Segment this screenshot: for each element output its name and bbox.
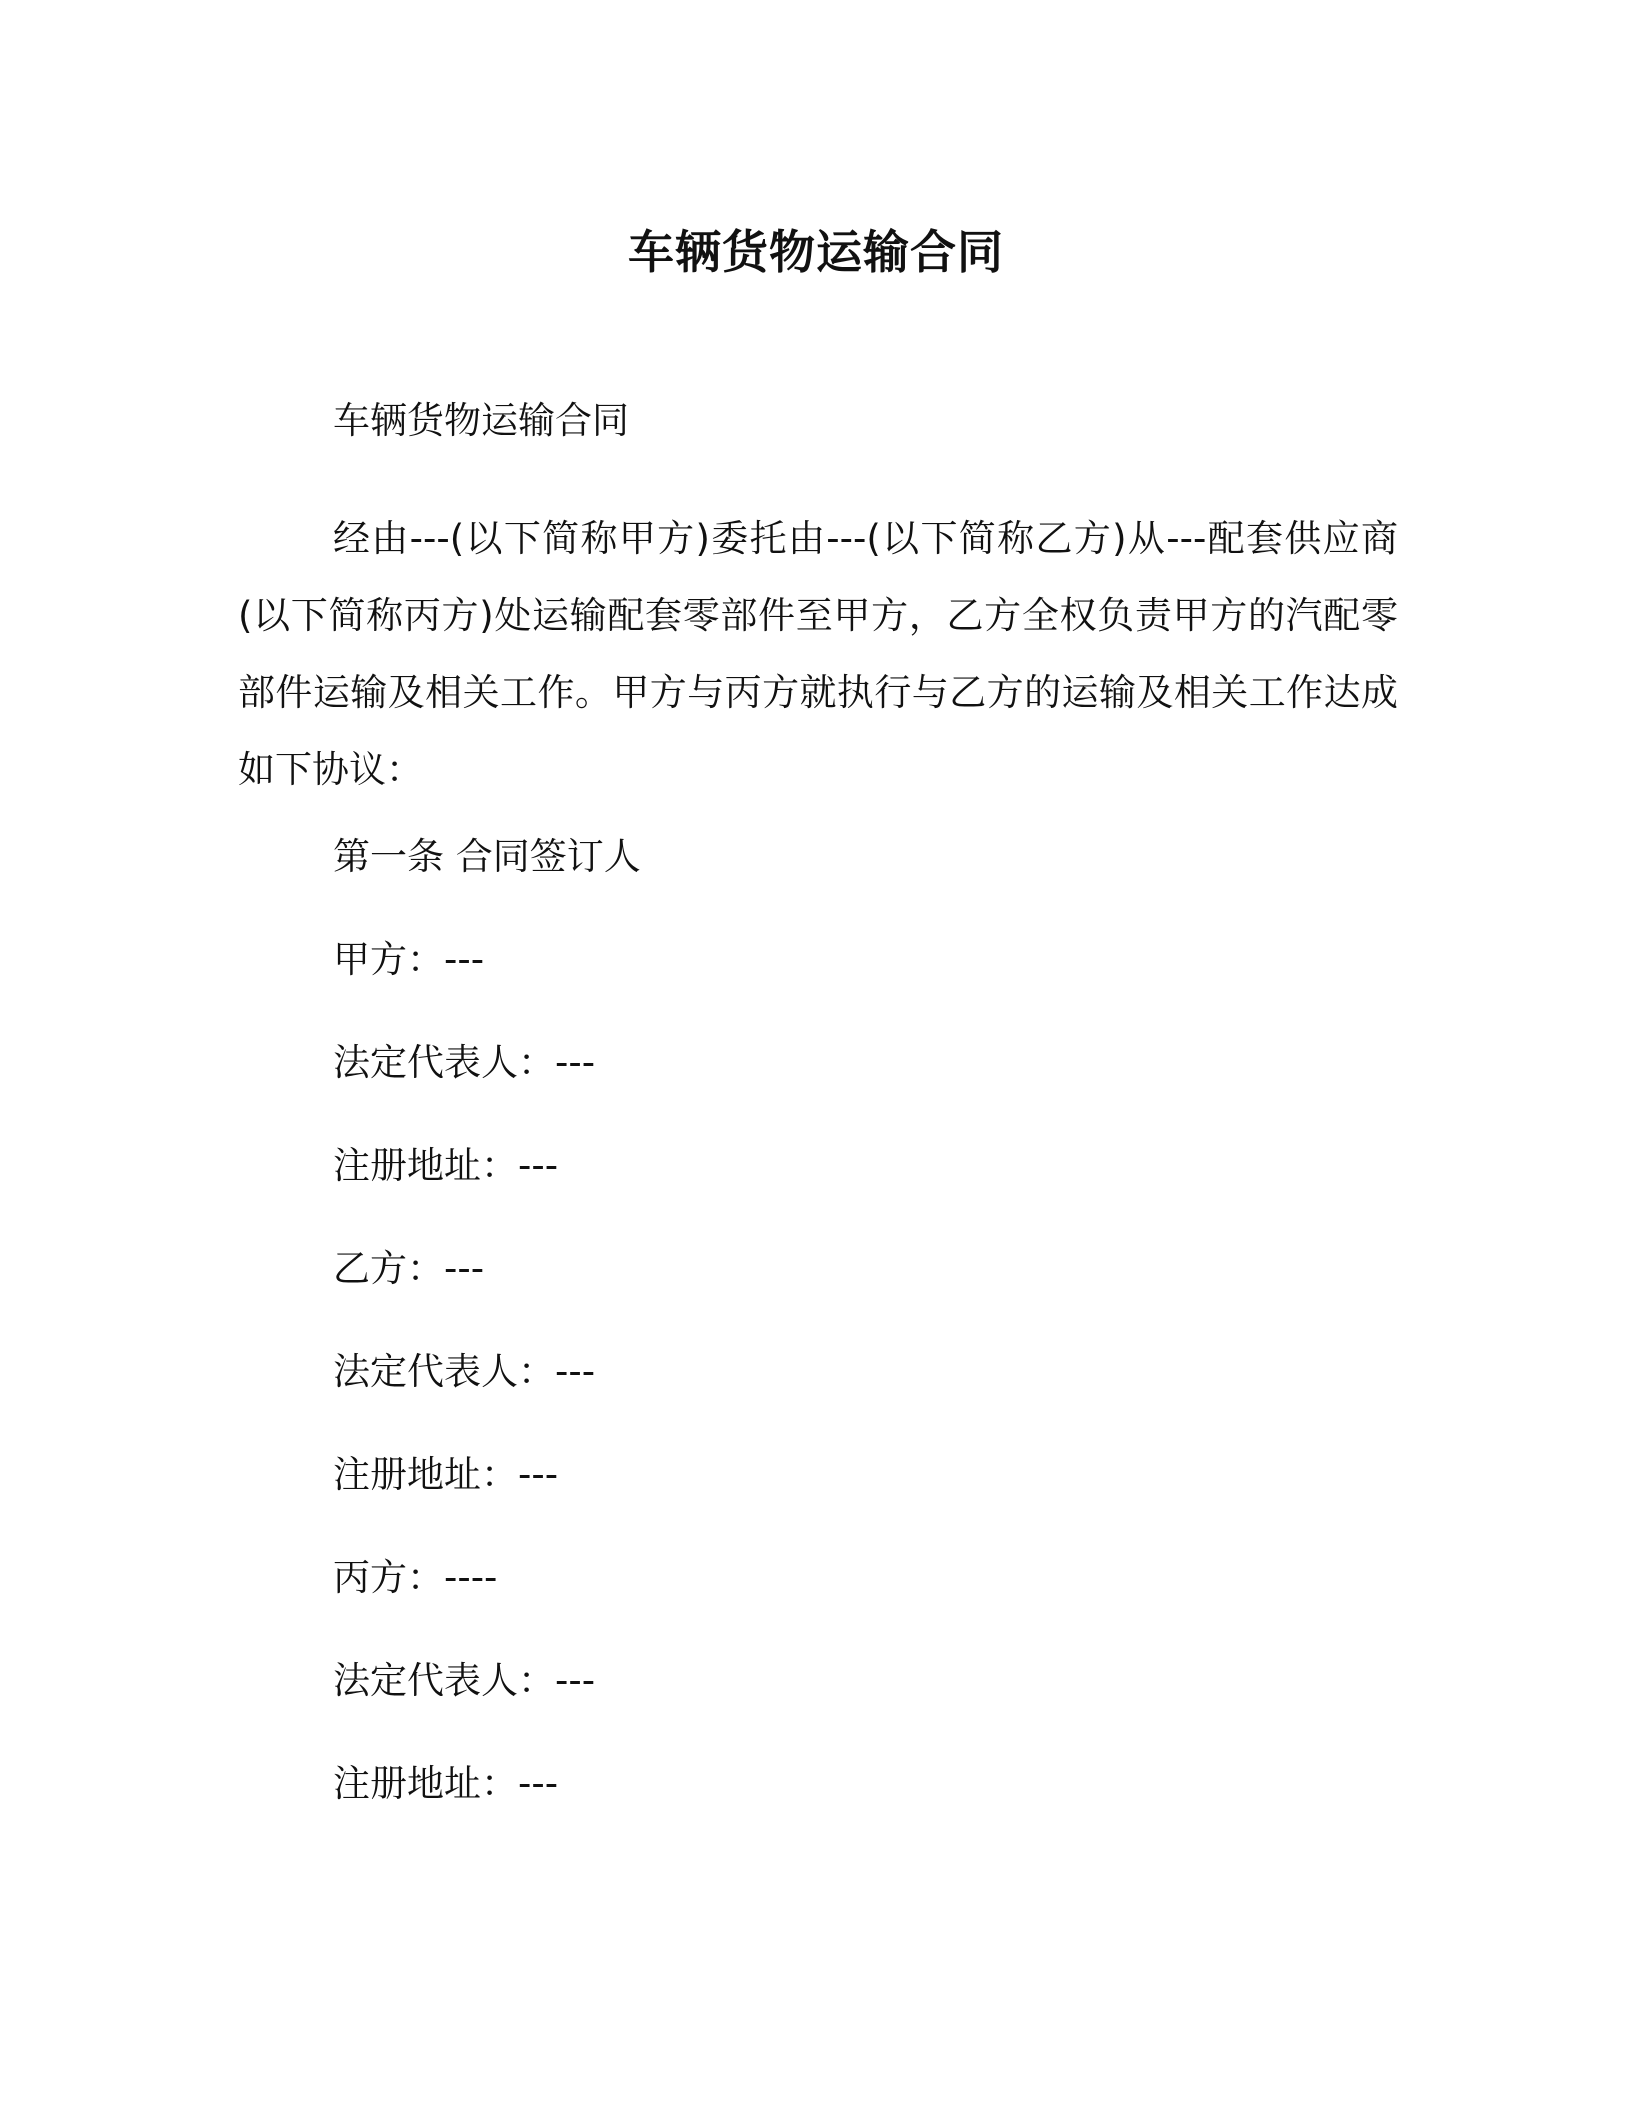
- party-b-legal-rep: 法定代表人：---: [333, 1350, 596, 1393]
- party-a-address: 注册地址：---: [333, 1144, 559, 1187]
- party-c-address: 注册地址：---: [333, 1762, 559, 1805]
- party-c-name: 丙方：----: [333, 1556, 498, 1599]
- party-c-legal-rep: 法定代表人：---: [333, 1659, 596, 1702]
- intro-paragraph: 经由---(以下简称甲方)委托由---(以下简称乙方)从---配套供应商(以下简称丙方)处运输配套零部件至甲方，乙方全权负责甲方的汽配零部件运输及相关工作。甲方与丙方就执行与乙方的运输及相关工作达成如下协议：: [238, 517, 1398, 791]
- document-title: 车辆货物运输合同: [628, 225, 1004, 279]
- party-b-name: 乙方：---: [333, 1247, 485, 1290]
- party-b-address: 注册地址：---: [333, 1453, 559, 1496]
- party-a-legal-rep: 法定代表人：---: [333, 1041, 596, 1084]
- party-a-name: 甲方：---: [333, 938, 485, 981]
- contract-subtitle: 车辆货物运输合同: [333, 399, 629, 442]
- article-1-heading: 第一条 合同签订人: [333, 835, 641, 878]
